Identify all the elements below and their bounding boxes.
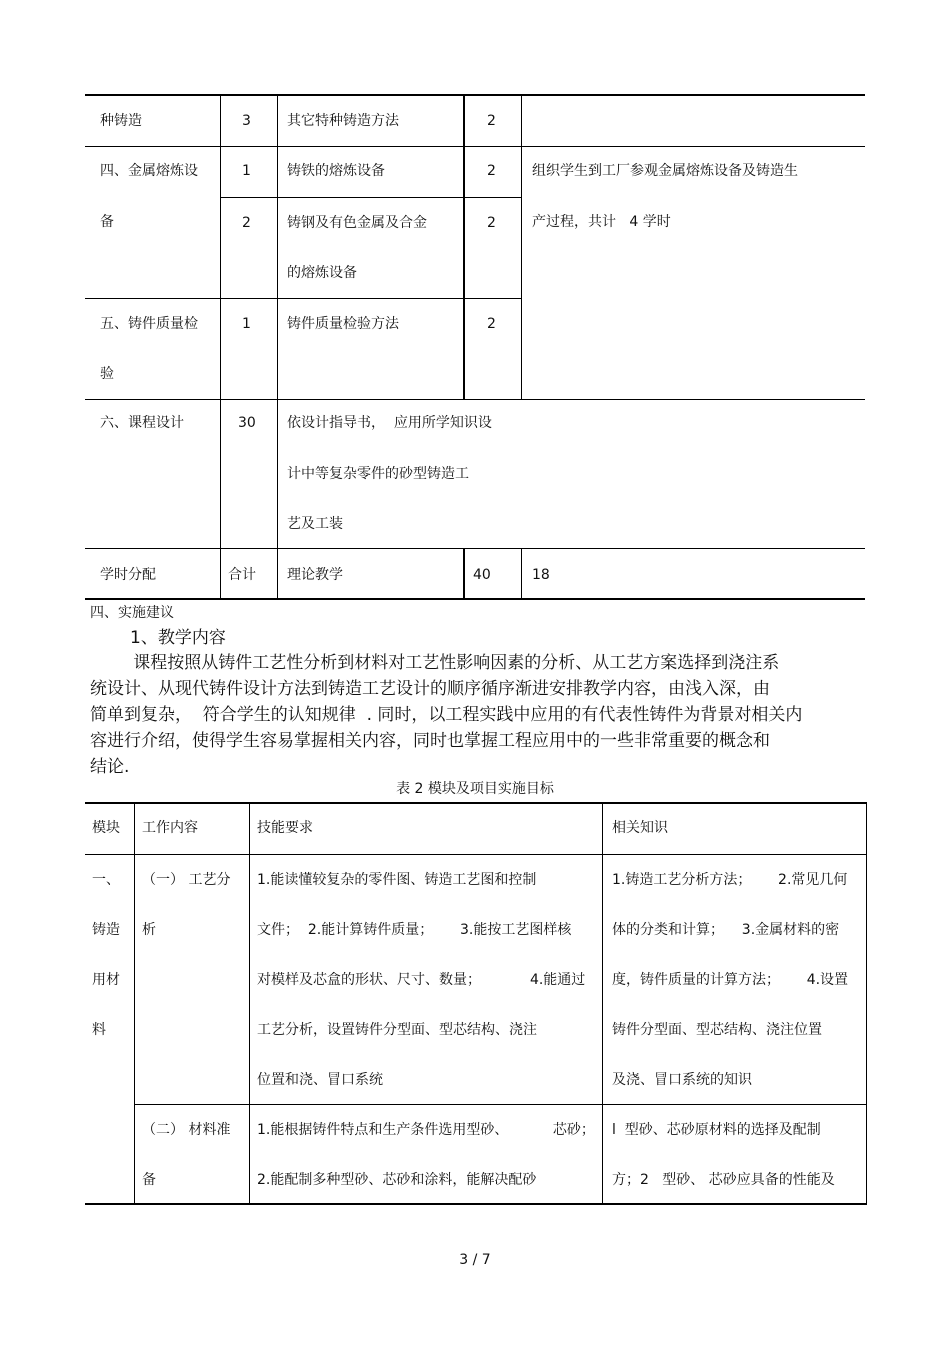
table2-cell: 度，铸件质量的计算方法； 4.设置 <box>612 972 849 988</box>
table1-col-rule <box>463 95 465 400</box>
table1-cell: 1 <box>242 316 251 332</box>
table2-cell: 用材 <box>92 972 120 988</box>
table1-cell: 2 <box>487 215 496 231</box>
table1-cell: 3 <box>242 113 251 129</box>
table2-cell: 方；2 型砂、 芯砂应具备的性能及 <box>612 1172 835 1188</box>
section-subheading: 1、教学内容 <box>130 628 226 648</box>
table2-cell: 及浇、冒口系统的知识 <box>612 1072 752 1088</box>
table2-cell: 料 <box>92 1022 106 1038</box>
paragraph-line: 课程按照从铸件工艺性分析到材料对工艺性影响因素的分析、从工艺方案选择到浇注系 <box>90 653 780 673</box>
table2-cell: 体的分类和计算； 3.金属材料的密 <box>612 922 840 938</box>
table2-cell: （二） 材料准 <box>142 1122 231 1138</box>
table1-col-rule <box>220 95 221 599</box>
table-caption: 表 2 模块及项目实施目标 <box>396 781 554 797</box>
table1-cell: 2 <box>242 215 251 231</box>
table1-cell: 2 <box>487 163 496 179</box>
paragraph-line: 统设计、从现代铸件设计方法到铸造工艺设计的顺序循序渐进安排教学内容，由浅入深，由 <box>90 679 770 699</box>
table1-col-rule <box>277 95 278 599</box>
table2-cell: 文件； 2.能计算铸件质量； 3.能按工艺图样核 <box>257 922 572 938</box>
table1-cell: 种铸造 <box>100 113 142 129</box>
table1-cell: 1 <box>242 163 251 179</box>
table2-cell: 工艺分析，设置铸件分型面、型芯结构、浇注 <box>257 1022 537 1038</box>
table1-cell: 铸钢及有色金属及合金 <box>287 215 427 231</box>
table1-cell: 验 <box>100 366 114 382</box>
table1-cell: 艺及工装 <box>287 516 343 532</box>
table2-col-rule <box>134 803 135 1204</box>
table1-cell: 铸件质量检验方法 <box>287 316 399 332</box>
table2-cell: 铸件分型面、型芯结构、浇注位置 <box>612 1022 822 1038</box>
table2-cell: 位置和浇、冒口系统 <box>257 1072 383 1088</box>
table2-header-cell: 相关知识 <box>612 820 668 836</box>
page-number: 3 / 7 <box>459 1252 491 1268</box>
table2-cell: 1.铸造工艺分析方法； 2.常见几何 <box>612 872 848 888</box>
table1-col-rule <box>521 95 522 400</box>
table1-cell: 2 <box>487 316 496 332</box>
table1-cell: 学时分配 <box>100 567 156 583</box>
table1-cell: 计中等复杂零件的砂型铸造工 <box>287 466 469 482</box>
table1-cell: 2 <box>487 113 496 129</box>
table2-cell: 2.能配制多种型砂、芯砂和涂料，能解决配砂 <box>257 1172 537 1188</box>
table2-header-cell: 技能要求 <box>257 820 313 836</box>
table2-col-rule <box>249 803 250 1204</box>
table1-cell: 理论教学 <box>287 567 343 583</box>
paragraph-line: 简单到复杂， 符合学生的认知规律 . 同时，以工程实践中应用的有代表性铸件为背景对相关内 <box>90 705 803 725</box>
table2-cell: 铸造 <box>92 922 120 938</box>
table2-col-rule <box>866 803 867 1204</box>
table1-top-rule <box>85 94 865 96</box>
table1-cell: 30 <box>238 415 256 431</box>
table2-cell: 一、 <box>92 872 120 888</box>
table1-cell: 铸铁的熔炼设备 <box>287 163 385 179</box>
table1-cell: 组织学生到工厂参观金属熔炼设备及铸造生 <box>532 163 798 179</box>
table1-col-rule <box>463 548 465 599</box>
table2-cell: （一） 工艺分 <box>142 872 231 888</box>
paragraph-line: 结论. <box>90 757 130 777</box>
table1-cell: 备 <box>100 214 114 230</box>
table2-cell: l 型砂、芯砂原材料的选择及配制 <box>612 1122 821 1138</box>
table1-cell: 的熔炼设备 <box>287 265 357 281</box>
table1-cell: 产过程，共计 4 学时 <box>532 214 671 230</box>
paragraph-line: 容进行介绍，使得学生容易掌握相关内容，同时也掌握工程应用中的一些非常重要的概念和 <box>90 731 770 751</box>
table2-top-rule <box>85 802 867 804</box>
table1-cell: 合计 <box>228 567 256 583</box>
section-heading: 四、实施建议 <box>90 605 174 621</box>
table2-col-rule <box>602 803 603 1204</box>
table2-cell: 1.能读懂较复杂的零件图、铸造工艺图和控制 <box>257 872 537 888</box>
table1-cell: 18 <box>532 567 550 583</box>
table1-rule <box>85 548 865 549</box>
table1-col-rule <box>521 548 522 599</box>
table1-cell: 四、金属熔炼设 <box>100 163 198 179</box>
table2-cell: 备 <box>142 1172 156 1188</box>
table1-cell: 40 <box>473 567 491 583</box>
table2-header-cell: 工作内容 <box>142 820 198 836</box>
table1-cell: 六、课程设计 <box>100 415 184 431</box>
table1-cell: 依设计指导书， 应用所学知识设 <box>287 415 492 431</box>
table2-cell: 对模样及芯盒的形状、尺寸、数量； 4.能通过 <box>257 972 586 988</box>
table2-cell: 1.能根据铸件特点和生产条件选用型砂、 芯砂； <box>257 1122 595 1138</box>
table2-cell: 析 <box>142 922 156 938</box>
table1-cell: 其它特种铸造方法 <box>287 113 399 129</box>
table1-cell: 五、铸件质量检 <box>100 316 198 332</box>
table2-header-cell: 模块 <box>92 820 120 836</box>
